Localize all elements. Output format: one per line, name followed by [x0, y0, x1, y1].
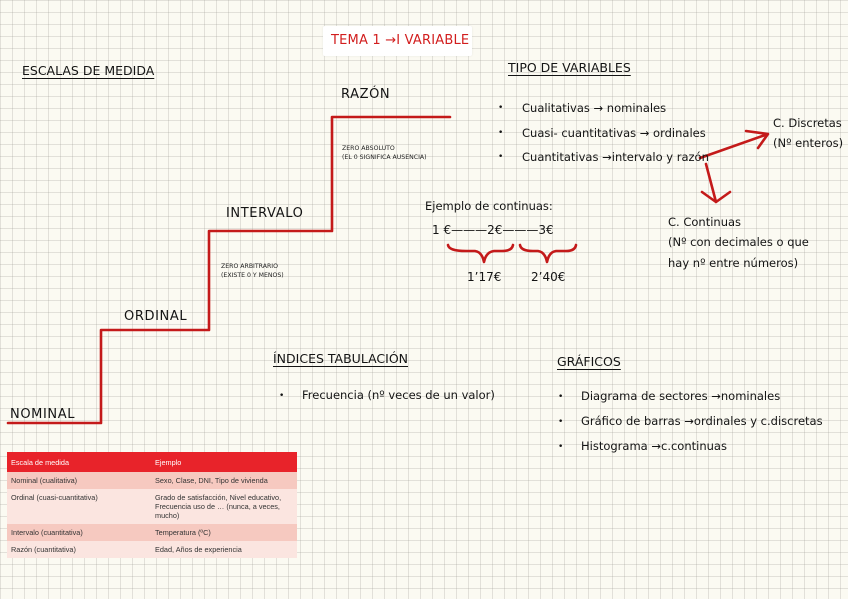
- indices-item-frecuencia: Frecuencia (nº veces de un valor): [302, 388, 495, 402]
- tipo-item-cualitativas: Cualitativas → nominales: [522, 101, 667, 115]
- table-cell: Grado de satisfacción, Nivel educativo, Frecuencia uso de … (nunca, a veces, mucho): [151, 489, 297, 524]
- tipo-item-cuantitativas: Cuantitativas →intervalo y razón: [522, 150, 709, 164]
- table-cell: Temperatura (ºC): [151, 524, 297, 541]
- discretas-note: (Nº enteros): [773, 136, 844, 150]
- bullet: •: [558, 442, 564, 452]
- table-cell: Razón (cuantitativa): [7, 541, 151, 558]
- graficos-item-sectores: Diagrama de sectores →nominales: [581, 389, 781, 403]
- continuas-label: C. Continuas: [668, 215, 742, 229]
- tipo-heading: TIPO DE VARIABLES: [508, 60, 631, 75]
- table-header: Escala de medida: [7, 452, 151, 472]
- continuas-note-1: (Nº con decimales o que: [668, 235, 809, 249]
- step-ordinal: ORDINAL: [124, 309, 188, 324]
- ejemplo-line: 1 €———2€———3€: [432, 223, 554, 237]
- arrow-discretas: [700, 131, 768, 158]
- table-row: [7, 489, 297, 524]
- continuas-note-2: hay nº entre números): [668, 256, 799, 270]
- table-row: [7, 524, 297, 541]
- step-intervalo: INTERVALO: [226, 206, 304, 221]
- graficos-heading: GRÁFICOS: [557, 354, 621, 369]
- table-header: Ejemplo: [151, 452, 297, 472]
- table-cell: Intervalo (cuantitativa): [7, 524, 151, 541]
- page-title: TEMA 1 →I VARIABLE: [331, 33, 470, 48]
- ejemplo-val-2: 2’40€: [531, 270, 566, 284]
- brace-2: [520, 245, 576, 262]
- brace-1: [448, 245, 513, 262]
- table-header-row: [7, 452, 297, 472]
- graficos-item-barras: Gráfico de barras →ordinales y c.discretas: [581, 414, 823, 428]
- bullet: •: [558, 417, 564, 427]
- note-razon-2: (EL 0 SIGNIFICA AUSENCIA): [342, 154, 427, 161]
- tipo-item-cuasi: Cuasi- cuantitativas → ordinales: [522, 126, 706, 140]
- step-razon: RAZÓN: [341, 87, 391, 102]
- table-row: [7, 541, 297, 558]
- graficos-item-histograma: Histograma →c.continuas: [581, 439, 727, 453]
- note-razon-1: ZERO ABSOLUTO: [342, 145, 395, 152]
- table-cell: Nominal (cualitativa): [7, 472, 151, 489]
- bullet: •: [498, 128, 504, 138]
- note-intervalo-2: (EXISTE 0 Y MENOS): [221, 272, 284, 279]
- ejemplo-heading: Ejemplo de continuas:: [425, 199, 553, 213]
- bullet: •: [498, 103, 504, 113]
- table-cell: Edad, Años de experiencia: [151, 541, 297, 558]
- table-row: [7, 472, 297, 489]
- scale-table: [7, 452, 297, 558]
- step-nominal: NOMINAL: [10, 407, 76, 422]
- ejemplo-val-1: 1’17€: [467, 270, 502, 284]
- discretas-label: C. Discretas: [773, 116, 842, 130]
- table-cell: Sexo, Clase, DNI, Tipo de vivienda: [151, 472, 297, 489]
- bullet: •: [279, 391, 285, 401]
- table-cell: Ordinal (cuasi-cuantitativa): [7, 489, 151, 524]
- bullet: •: [558, 392, 564, 402]
- indices-heading: ÍNDICES TABULACIÓN: [273, 351, 409, 366]
- escalas-heading: ESCALAS DE MEDIDA: [22, 63, 155, 78]
- arrow-continuas: [702, 164, 730, 202]
- bullet: •: [498, 152, 504, 162]
- note-intervalo-1: ZERO ARBITRARIO: [221, 263, 278, 270]
